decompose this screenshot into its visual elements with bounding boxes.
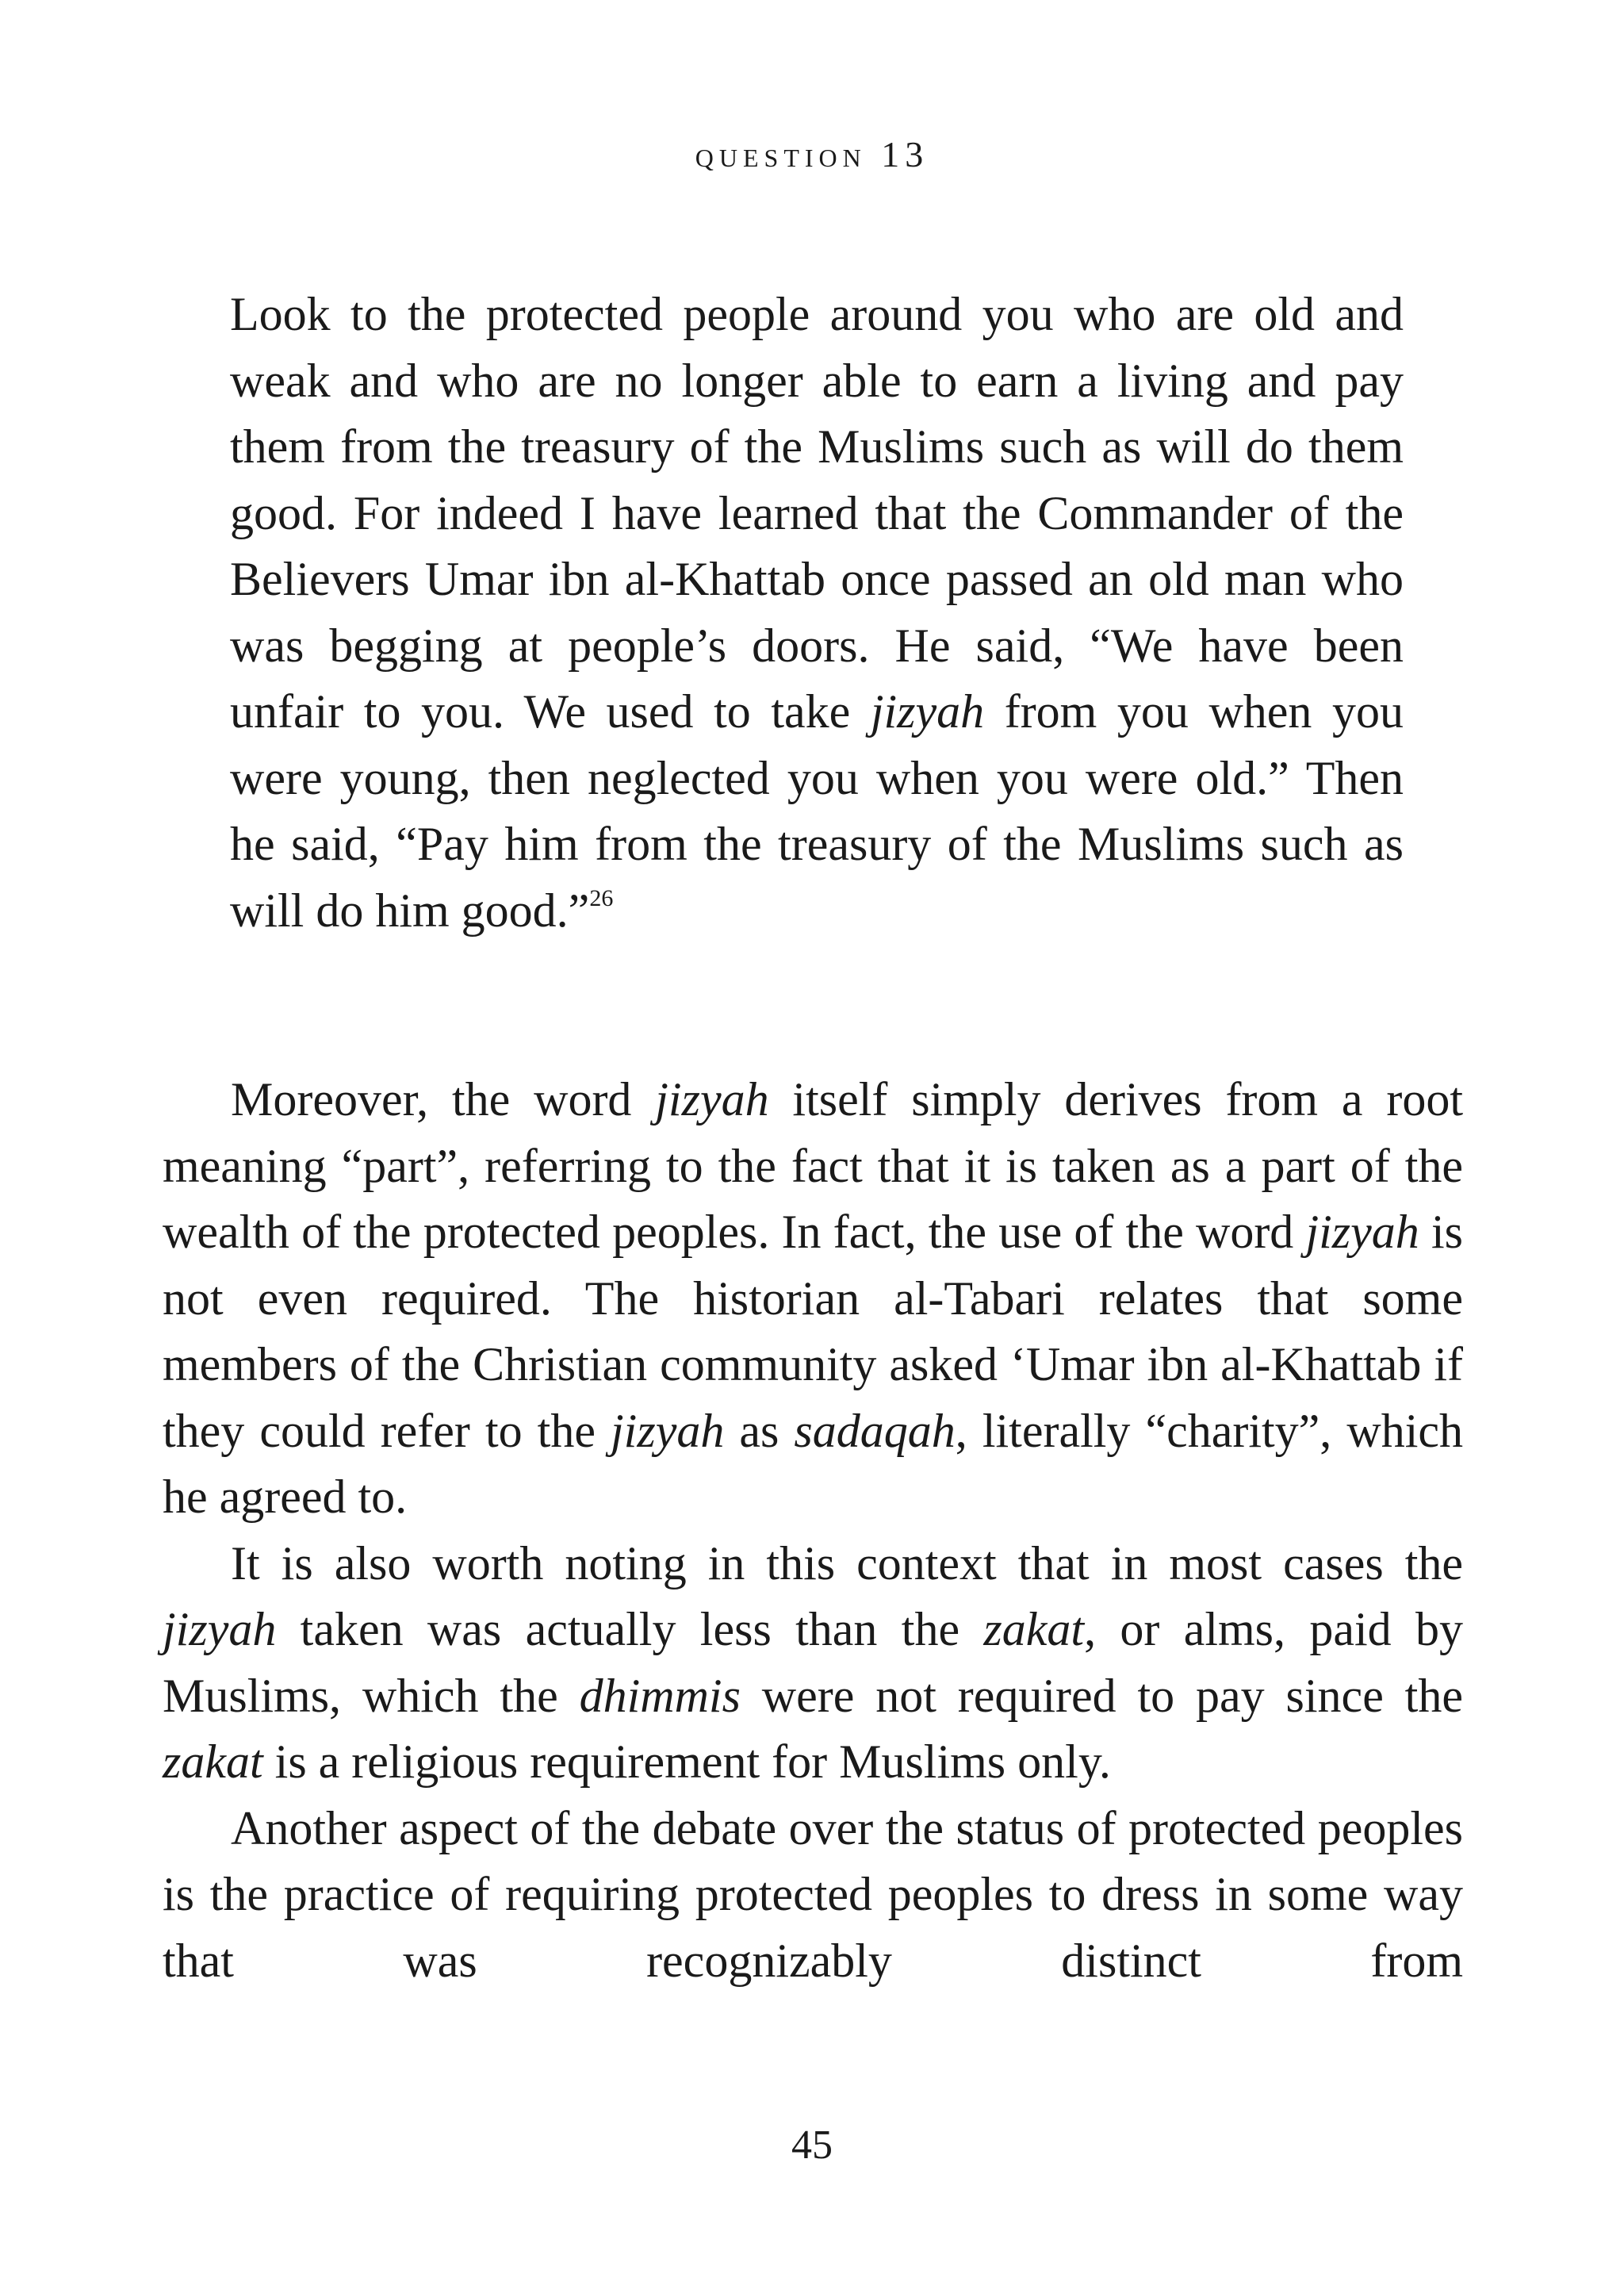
block-quote-paragraph — [230, 282, 1404, 944]
italic-term: dhimmis — [579, 1669, 741, 1722]
running-head: question 13 — [695, 134, 929, 174]
italic-term: jizyah — [870, 685, 985, 738]
italic-term: zakat — [163, 1735, 263, 1788]
italic-term: jizyah — [611, 1404, 725, 1457]
text-run: It is also worth noting in this context that in most cases the — [231, 1536, 1463, 1589]
italic-term: jizyah — [163, 1603, 277, 1655]
text-run: Look to the protected people around you who are old and weak and who are no longer able to earn a living and pay them from the treasury of the Muslims such as will do them good. For indeed I have learned that the Commander of the Believers Umar ibn al-Khattab once passed an old man who was begging at people’s doors. He said, “We have been unfair to you. We used to take — [230, 288, 1404, 738]
text-run: were not required to pay since the — [740, 1669, 1463, 1722]
footnote-marker[interactable]: 26 — [589, 884, 614, 911]
body-text — [163, 1067, 1463, 1994]
text-run: itself simply derives from a root meaning “part”, referring to the fact that it is taken as a part of the wealth of the protected peoples. In fact, the use of the word — [163, 1073, 1463, 1258]
text-run: Another aspect of the debate over the status of protected peoples is the practice of requiring protected peoples to dress in some way that was recognizably distinct from — [163, 1801, 1463, 1987]
text-run: as — [724, 1404, 795, 1457]
italic-term: zakat — [983, 1603, 1085, 1655]
italic-term: jizyah — [1305, 1206, 1419, 1258]
text-run: , literally “charity”, which he agreed to. — [163, 1404, 1463, 1523]
text-run: is a religious requirement for Muslims only. — [262, 1735, 1111, 1788]
italic-term: sadaqah — [794, 1404, 956, 1457]
block-quote — [230, 282, 1404, 944]
paragraph — [163, 1531, 1463, 1796]
page-number: 45 — [791, 2123, 833, 2168]
text-run: Moreover, the word — [231, 1073, 656, 1125]
text-run: is not even required. The historian al-Tabari relates that some members of the Christian community asked ‘Umar ibn al-Khattab if they could refer to the — [163, 1206, 1463, 1457]
text-run: taken was actually less than the — [276, 1603, 984, 1655]
text-run: , or alms, paid by Muslims, which the — [163, 1603, 1463, 1722]
italic-term: jizyah — [655, 1073, 769, 1125]
paragraph — [163, 1796, 1463, 1995]
text-run: from you when you were young, then neglected you when you were old.” Then he said, “Pay him from the treasury of the Muslims such as will do him good.” — [230, 685, 1404, 937]
paragraph — [163, 1067, 1463, 1531]
